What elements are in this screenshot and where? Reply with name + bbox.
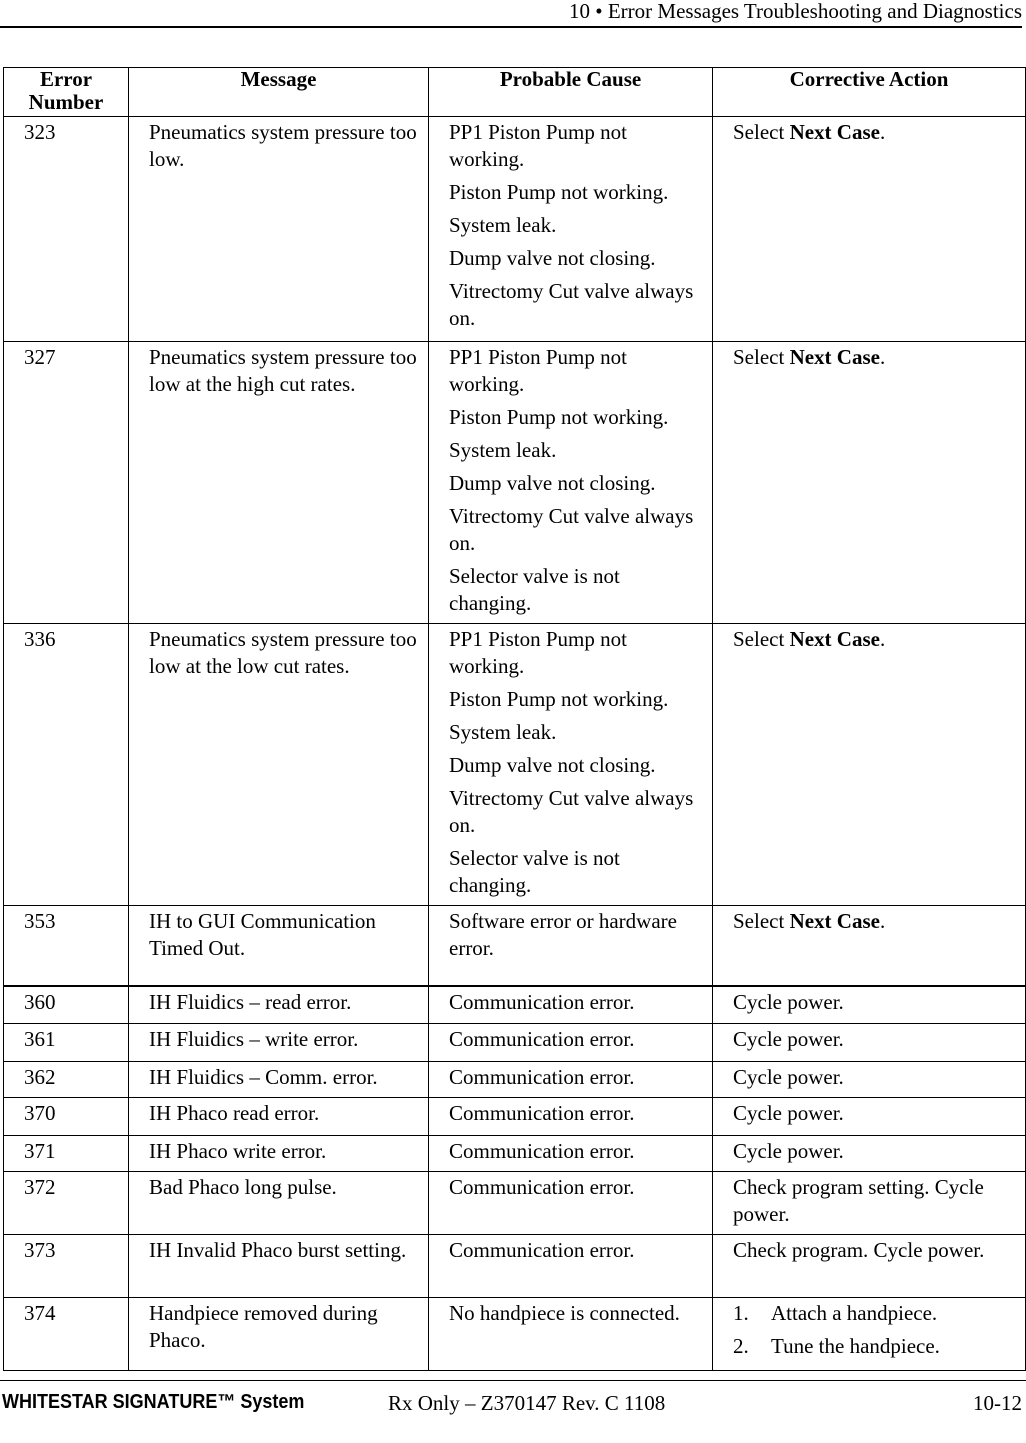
probable-cause-item: Communication error. [449, 1139, 635, 1163]
message-cell: IH Fluidics – Comm. error. [129, 1062, 429, 1098]
error-number-cell: 336 [4, 624, 129, 906]
action-text: Select [733, 627, 790, 651]
probable-cause-item: Dump valve not closing. [449, 753, 656, 777]
probable-cause-item: System leak. [449, 720, 557, 744]
probable-cause-cell [429, 624, 713, 906]
message-cell: IH Phaco write error. [129, 1136, 429, 1172]
action-text: Cycle power. [733, 1027, 844, 1051]
action-step [733, 1333, 1017, 1360]
probable-cause-item: System leak. [449, 438, 557, 462]
corrective-action-cell [713, 906, 1026, 986]
table-row [4, 117, 1026, 342]
table-row [4, 1136, 1026, 1172]
table-row [4, 624, 1026, 906]
action-keyword: Next Case [789, 345, 880, 369]
action-text: Check program setting. Cycle power. [733, 1175, 984, 1226]
action-suffix: . [879, 120, 886, 144]
footer-document-id: Rx Only – Z370147 Rev. C 1108 [388, 1391, 666, 1415]
step-text: Attach a handpiece. [771, 1301, 938, 1325]
probable-cause-item: Communication error. [449, 1027, 635, 1051]
probable-cause-cell [429, 906, 713, 986]
message-cell: Bad Phaco long pulse. [129, 1172, 429, 1235]
corrective-action-cell [713, 1062, 1026, 1098]
table-header-row [4, 68, 1026, 117]
action-text: Select [733, 120, 790, 144]
probable-cause-item: Vitrectomy Cut valve always on. [449, 504, 694, 555]
corrective-action-cell [713, 1098, 1026, 1136]
message-cell: Pneumatics system pressure too low. [129, 117, 429, 342]
error-messages-table [3, 67, 1026, 1371]
probable-cause-item: PP1 Piston Pump not working. [449, 345, 627, 396]
error-number-cell: 361 [4, 1024, 129, 1062]
corrective-action-cell [713, 1024, 1026, 1062]
probable-cause-item: Communication error. [449, 1238, 635, 1262]
column-header-message: Message [129, 68, 429, 117]
probable-cause-item: Vitrectomy Cut valve always on. [449, 786, 694, 837]
action-keyword: Next Case [789, 120, 880, 144]
footer-product-name: WHITESTAR SIGNATURE™ System [2, 1391, 305, 1413]
probable-cause-item: Selector valve is not changing. [449, 564, 620, 615]
running-head-text: 10 • Error Messages Troubleshooting and Diagnostics [569, 0, 1022, 23]
message-cell: Pneumatics system pressure too low at the high cut rates. [129, 342, 429, 624]
error-number-cell: 374 [4, 1298, 129, 1371]
table-row [4, 986, 1026, 1024]
action-suffix: . [879, 627, 886, 651]
column-header-error-number: Error Number [4, 68, 129, 117]
probable-cause-cell [429, 1172, 713, 1235]
probable-cause-item: Communication error. [449, 1175, 635, 1199]
probable-cause-item: PP1 Piston Pump not working. [449, 120, 627, 171]
table-row [4, 906, 1026, 986]
error-number-cell: 353 [4, 906, 129, 986]
table-body [4, 117, 1026, 1371]
probable-cause-cell [429, 342, 713, 624]
corrective-action-cell [713, 1136, 1026, 1172]
footer-page-number: 10-12 [973, 1391, 1022, 1415]
probable-cause-item: Piston Pump not working. [449, 180, 669, 204]
action-text: Cycle power. [733, 1139, 844, 1163]
table-row [4, 1098, 1026, 1136]
corrective-action-cell [713, 1298, 1026, 1371]
probable-cause-item: PP1 Piston Pump not working. [449, 627, 627, 678]
error-number-cell: 373 [4, 1235, 129, 1298]
action-text: Cycle power. [733, 1065, 844, 1089]
action-text: Cycle power. [733, 1101, 844, 1125]
probable-cause-cell [429, 1235, 713, 1298]
table-row [4, 342, 1026, 624]
corrective-action-cell [713, 1172, 1026, 1235]
error-number-cell: 323 [4, 117, 129, 342]
message-cell: IH Fluidics – read error. [129, 986, 429, 1024]
probable-cause-cell [429, 1024, 713, 1062]
action-text: Select [733, 345, 790, 369]
action-step [733, 1300, 1017, 1327]
error-number-cell: 371 [4, 1136, 129, 1172]
probable-cause-item: Piston Pump not working. [449, 687, 669, 711]
message-cell: Pneumatics system pressure too low at the low cut rates. [129, 624, 429, 906]
probable-cause-item: Communication error. [449, 989, 635, 1014]
corrective-action-cell [713, 342, 1026, 624]
error-number-cell: 327 [4, 342, 129, 624]
action-text: Select [733, 909, 790, 933]
message-cell: IH Phaco read error. [129, 1098, 429, 1136]
action-text: Check program. Cycle power. [733, 1238, 985, 1262]
probable-cause-cell [429, 117, 713, 342]
message-cell: Handpiece removed during Phaco. [129, 1298, 429, 1371]
error-number-cell: 362 [4, 1062, 129, 1098]
error-number-cell: 360 [4, 986, 129, 1024]
probable-cause-item: No handpiece is connected. [449, 1301, 680, 1325]
corrective-action-cell [713, 624, 1026, 906]
column-header-probable-cause: Probable Cause [429, 68, 713, 117]
probable-cause-item: Piston Pump not working. [449, 405, 669, 429]
message-cell: IH to GUI Communication Timed Out. [129, 906, 429, 986]
probable-cause-cell [429, 986, 713, 1024]
table-row [4, 1062, 1026, 1098]
probable-cause-cell [429, 1298, 713, 1371]
error-number-cell: 370 [4, 1098, 129, 1136]
table-row [4, 1024, 1026, 1062]
probable-cause-item: System leak. [449, 213, 557, 237]
table-row [4, 1172, 1026, 1235]
probable-cause-cell [429, 1098, 713, 1136]
probable-cause-cell [429, 1062, 713, 1098]
column-header-corrective-action: Corrective Action [713, 68, 1026, 117]
probable-cause-item: Communication error. [449, 1101, 635, 1125]
table-row [4, 1298, 1026, 1371]
step-number: 1. [733, 1301, 749, 1325]
action-keyword: Next Case [789, 909, 880, 933]
probable-cause-item: Dump valve not closing. [449, 471, 656, 495]
step-number: 2. [733, 1334, 749, 1358]
action-keyword: Next Case [789, 627, 880, 651]
corrective-action-cell [713, 117, 1026, 342]
probable-cause-item: Dump valve not closing. [449, 246, 656, 270]
step-text: Tune the handpiece. [771, 1334, 940, 1358]
page-footer [0, 1380, 1026, 1443]
corrective-action-cell [713, 1235, 1026, 1298]
probable-cause-cell [429, 1136, 713, 1172]
message-cell: IH Invalid Phaco burst setting. [129, 1235, 429, 1298]
action-suffix: . [879, 909, 886, 933]
probable-cause-item: Software error or hardware error. [449, 909, 677, 960]
running-header [0, 0, 1022, 28]
corrective-action-cell [713, 986, 1026, 1024]
probable-cause-item: Selector valve is not changing. [449, 846, 620, 897]
table-row [4, 1235, 1026, 1298]
probable-cause-item: Vitrectomy Cut valve always on. [449, 279, 694, 330]
action-steps-list [733, 1300, 1017, 1360]
action-text: Cycle power. [733, 989, 844, 1014]
probable-cause-item: Communication error. [449, 1065, 635, 1089]
message-cell: IH Fluidics – write error. [129, 1024, 429, 1062]
error-number-cell: 372 [4, 1172, 129, 1235]
action-suffix: . [879, 345, 886, 369]
